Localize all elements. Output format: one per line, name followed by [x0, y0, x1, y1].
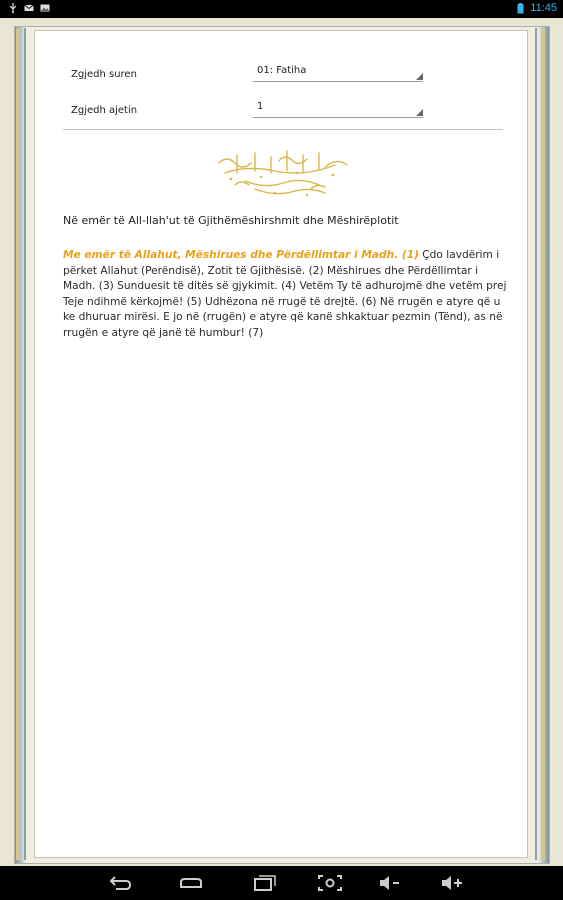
dropdown-arrow-icon	[416, 109, 423, 116]
dropdown-arrow-icon	[416, 73, 423, 80]
ayah-intro: Me emër të Allahut, Mëshirues dhe Përdëllimtar i Madh. (1)	[63, 249, 419, 261]
ayah-select-value: 1	[257, 101, 264, 112]
ayah-text	[63, 248, 509, 341]
image-icon	[40, 3, 50, 13]
mail-icon	[24, 3, 34, 13]
ayah-select[interactable]	[253, 101, 423, 118]
volume-down-icon[interactable]	[376, 872, 406, 894]
frame-border-left-inner	[24, 28, 26, 860]
surah-select-value: 01: Fatiha	[257, 65, 307, 76]
bismillah-calligraphy-icon	[215, 143, 351, 199]
ayah-label: Zgjedh ajetin	[71, 105, 138, 116]
surah-select[interactable]	[253, 65, 423, 82]
form-divider	[63, 129, 503, 130]
content-page	[34, 30, 528, 858]
surah-heading: Në emër të All-llah'ut të Gjithëmëshirshmit dhe Mëshirëplotit	[63, 214, 399, 227]
status-left-icons	[8, 3, 50, 13]
frame-border-left	[16, 28, 20, 860]
ayah-body: Çdo lavdërim i përket Allahut (Perëndisë), Zotit të Gjithësisë. (2) Mëshirues dhe Përdëllimtar i Madh. (3) Sunduesit të ditës së gjykimit. (4) Vetëm Ty të adhurojmë dhe vetëm prej Teje ndihmë kërkojmë! (5) Udhëzona në rrugë të drejtë. (6) Në rrugën e atyre që u ke dhuruar mirësi. E jo në (rrugën) e atyre që kanë shkaktuar pezmin (Tënd), as në rrugën e atyre që janë të humbur! (7)	[63, 249, 507, 339]
status-bar	[0, 0, 563, 18]
battery-icon	[517, 3, 524, 14]
recent-apps-icon[interactable]	[249, 872, 279, 894]
clock: 11:45	[530, 2, 557, 14]
navigation-bar	[0, 866, 563, 900]
surah-label: Zgjedh suren	[71, 69, 137, 80]
status-right	[517, 2, 557, 14]
app-window	[0, 18, 563, 866]
usb-icon	[8, 3, 18, 13]
home-icon[interactable]	[176, 872, 206, 894]
frame-border-right	[541, 28, 545, 860]
frame-border-right-inner	[535, 28, 537, 860]
volume-up-icon[interactable]	[438, 872, 468, 894]
back-icon[interactable]	[104, 872, 134, 894]
screenshot-icon[interactable]	[315, 872, 345, 894]
